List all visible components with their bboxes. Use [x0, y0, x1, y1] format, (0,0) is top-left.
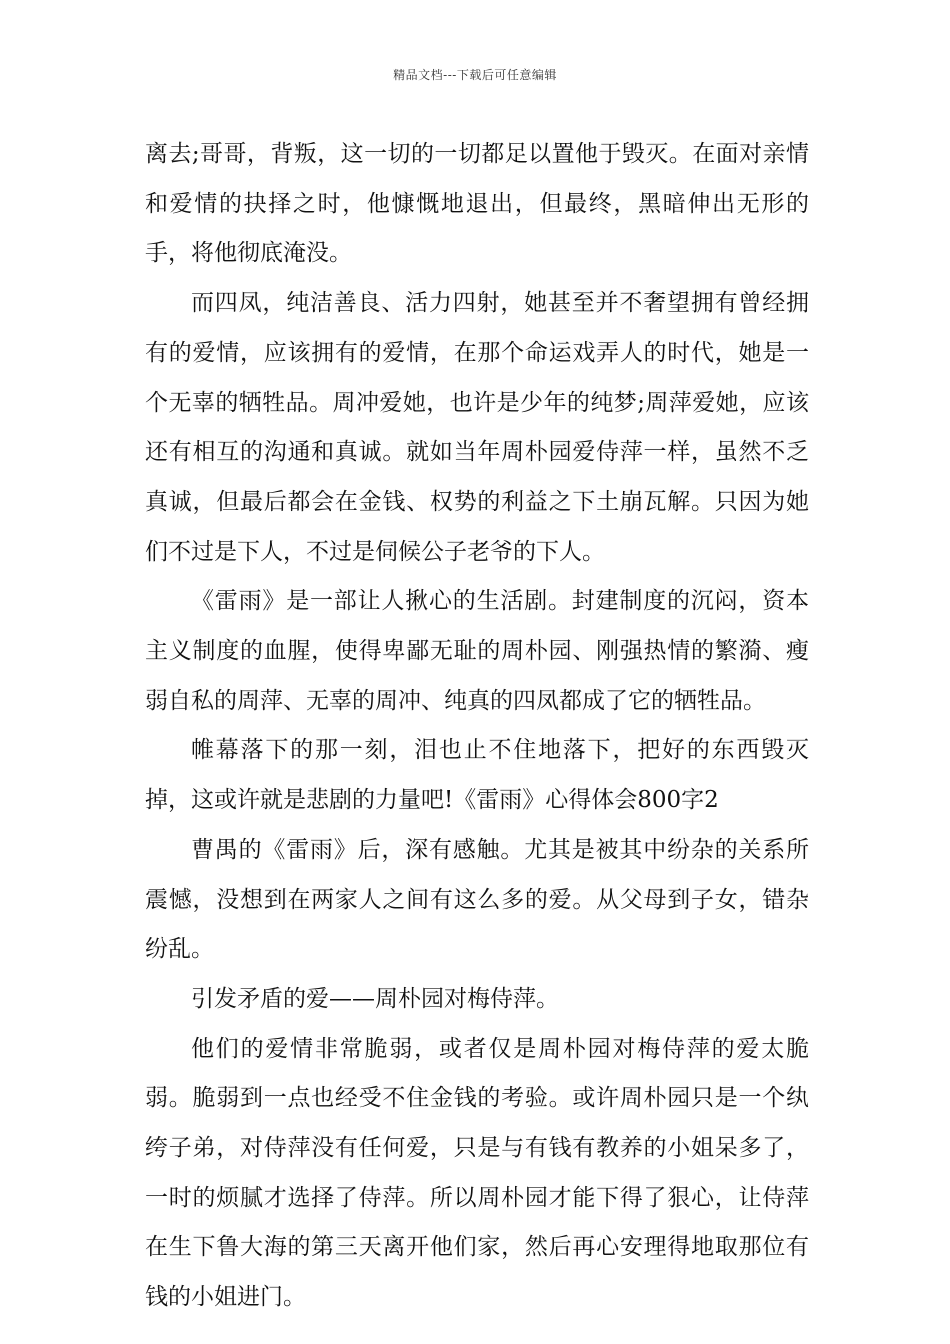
- paragraph: 曹禺的《雷雨》后，深有感触。尤其是被其中纷杂的关系所震憾，没想到在两家人之间有这么多的爱。从父母到子女，错杂纷乱。: [145, 836, 809, 963]
- paragraph: 引发矛盾的爱——周朴园对梅侍萍。: [191, 985, 559, 1012]
- paragraph: 帷幕落下的那一刻，泪也止不住地落下，把好的东西毁灭掉，这或许就是悲剧的力量吧!《雷雨》心得体会800字2: [145, 737, 809, 814]
- document-body: [145, 130, 809, 1323]
- paragraph: 而四凤，纯洁善良、活力四射，她甚至并不奢望拥有曾经拥有的爱情，应该拥有的爱情，在那个命运戏弄人的时代，她是一个无辜的牺牲品。周冲爱她，也许是少年的纯梦;周萍爱她，应该还有相互的沟通和真诚。就如当年周朴园爱侍萍一样，虽然不乏真诚，但最后都会在金钱、权势的利益之下土崩瓦解。只因为她们不过是下人，不过是伺候公子老爷的下人。: [145, 290, 809, 565]
- paragraph: 离去;哥哥，背叛，这一切的一切都足以置他于毁灭。在面对亲情和爱情的抉择之时，他慷慨地退出，但最终，黑暗伸出无形的手，将他彻底淹没。: [145, 141, 809, 267]
- page-header: 精品文档---下载后可任意编辑: [393, 68, 557, 82]
- paragraph: 他们的爱情非常脆弱，或者仅是周朴园对梅侍萍的爱太脆弱。脆弱到一点也经受不住金钱的考验。或许周朴园只是一个纨绔子弟，对侍萍没有任何爱，只是与有钱有教养的小姐呆多了，一时的烦腻才选择了侍萍。所以周朴园才能下得了狠心，让侍萍在生下鲁大海的第三天离开他们家，然后再心安理得地取那位有钱的小姐进门。: [145, 1035, 809, 1311]
- paragraph: 《雷雨》是一部让人揪心的生活剧。封建制度的沉闷，资本主义制度的血腥，使得卑鄙无耻的周朴园、刚强热情的繁漪、瘦弱自私的周萍、无辜的周冲、纯真的四凤都成了它的牺牲品。: [145, 588, 809, 714]
